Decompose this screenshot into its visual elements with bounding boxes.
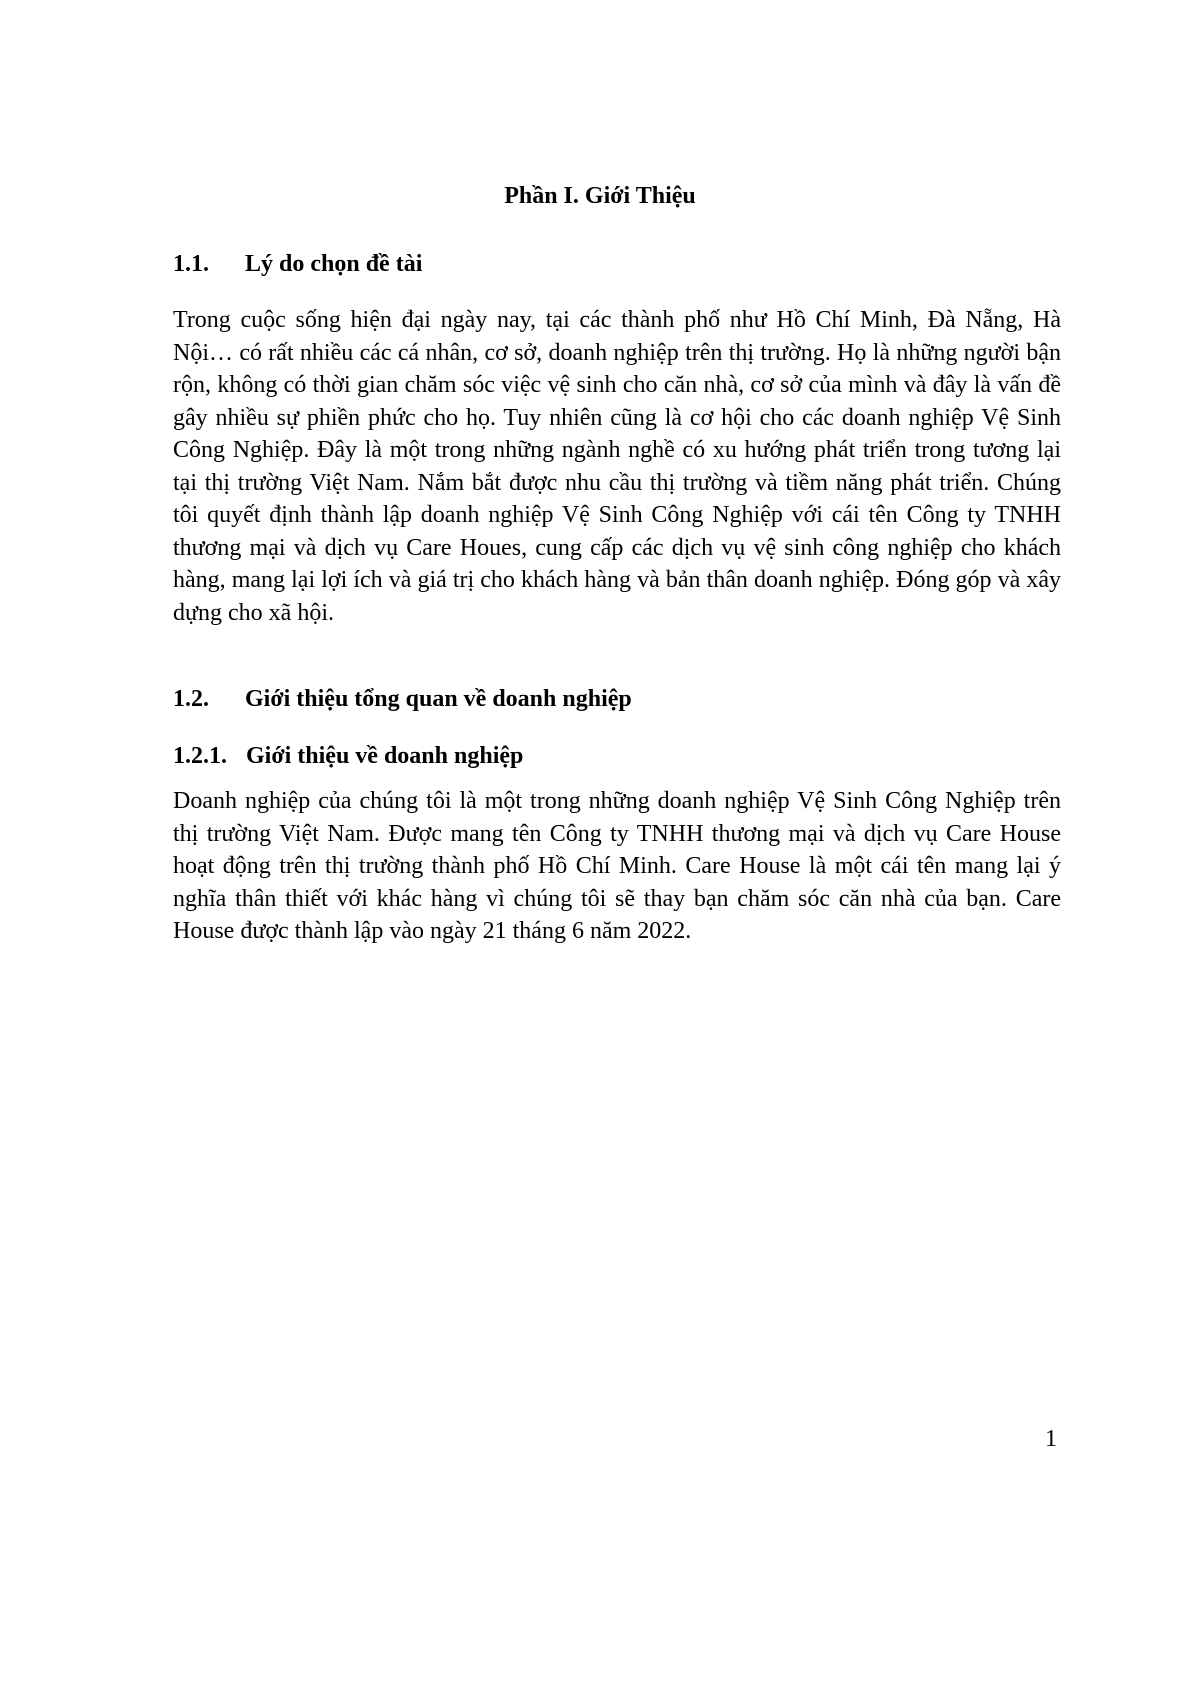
section-number: 1.2.1.: [173, 743, 227, 769]
section-number: 1.2.: [173, 686, 209, 712]
section-paragraph-1-2-1: Doanh nghiệp của chúng tôi là một trong những doanh nghiệp Vệ Sinh Công Nghiệp trên thị trường Việt Nam. Được mang tên Công ty TNHH thương mại và dịch vụ Care House hoạt động trên thị trường thành phố Hồ Chí Minh. Care House là một cái tên mang lại ý nghĩa thân thiết với khác hàng vì chúng tôi sẽ thay bạn chăm sóc căn nhà của bạn. Care House được thành lập vào ngày 21 tháng 6 năm 2022.: [173, 788, 1061, 944]
section-title: Giới thiệu về doanh nghiệp: [246, 743, 524, 769]
section-title: Giới thiệu tổng quan về doanh nghiệp: [245, 686, 632, 712]
page-number: 1: [1045, 1426, 1057, 1452]
section-number: 1.1.: [173, 251, 209, 277]
section-heading-1-2: [173, 683, 632, 715]
section-heading-1-1: [173, 248, 422, 280]
page-title: Phần I. Giới Thiệu: [504, 183, 696, 209]
section-title: Lý do chọn đề tài: [245, 251, 423, 277]
section-paragraph-1-1: Trong cuộc sống hiện đại ngày nay, tại các thành phố như Hồ Chí Minh, Đà Nẵng, Hà Nội… có rất nhiều các cá nhân, cơ sở, doanh nghiệp trên thị trường. Họ là những người bận rộn, không có thời gian chăm sóc việc vệ sinh cho căn nhà, cơ sở của mình và đây là vấn đề gây nhiều sự phiền phức cho họ. Tuy nhiên cũng là cơ hội cho các doanh nghiệp Vệ Sinh Công Nghiệp. Đây là một trong những ngành nghề có xu hướng phát triển trong tương lại tại thị trường Việt Nam. Nắm bắt được nhu cầu thị trường và tiềm năng phát triển. Chúng tôi quyết định thành lập doanh nghiệp Vệ Sinh Công Nghiệp với cái tên Công ty TNHH thương mại và dịch vụ Care Houes, cung cấp các dịch vụ vệ sinh công nghiệp cho khách hàng, mang lại lợi ích và giá trị cho khách hàng và bản thân doanh nghiệp. Đóng góp và xây dựng cho xã hội.: [173, 307, 1061, 626]
section-heading-1-2-1: [173, 740, 523, 772]
